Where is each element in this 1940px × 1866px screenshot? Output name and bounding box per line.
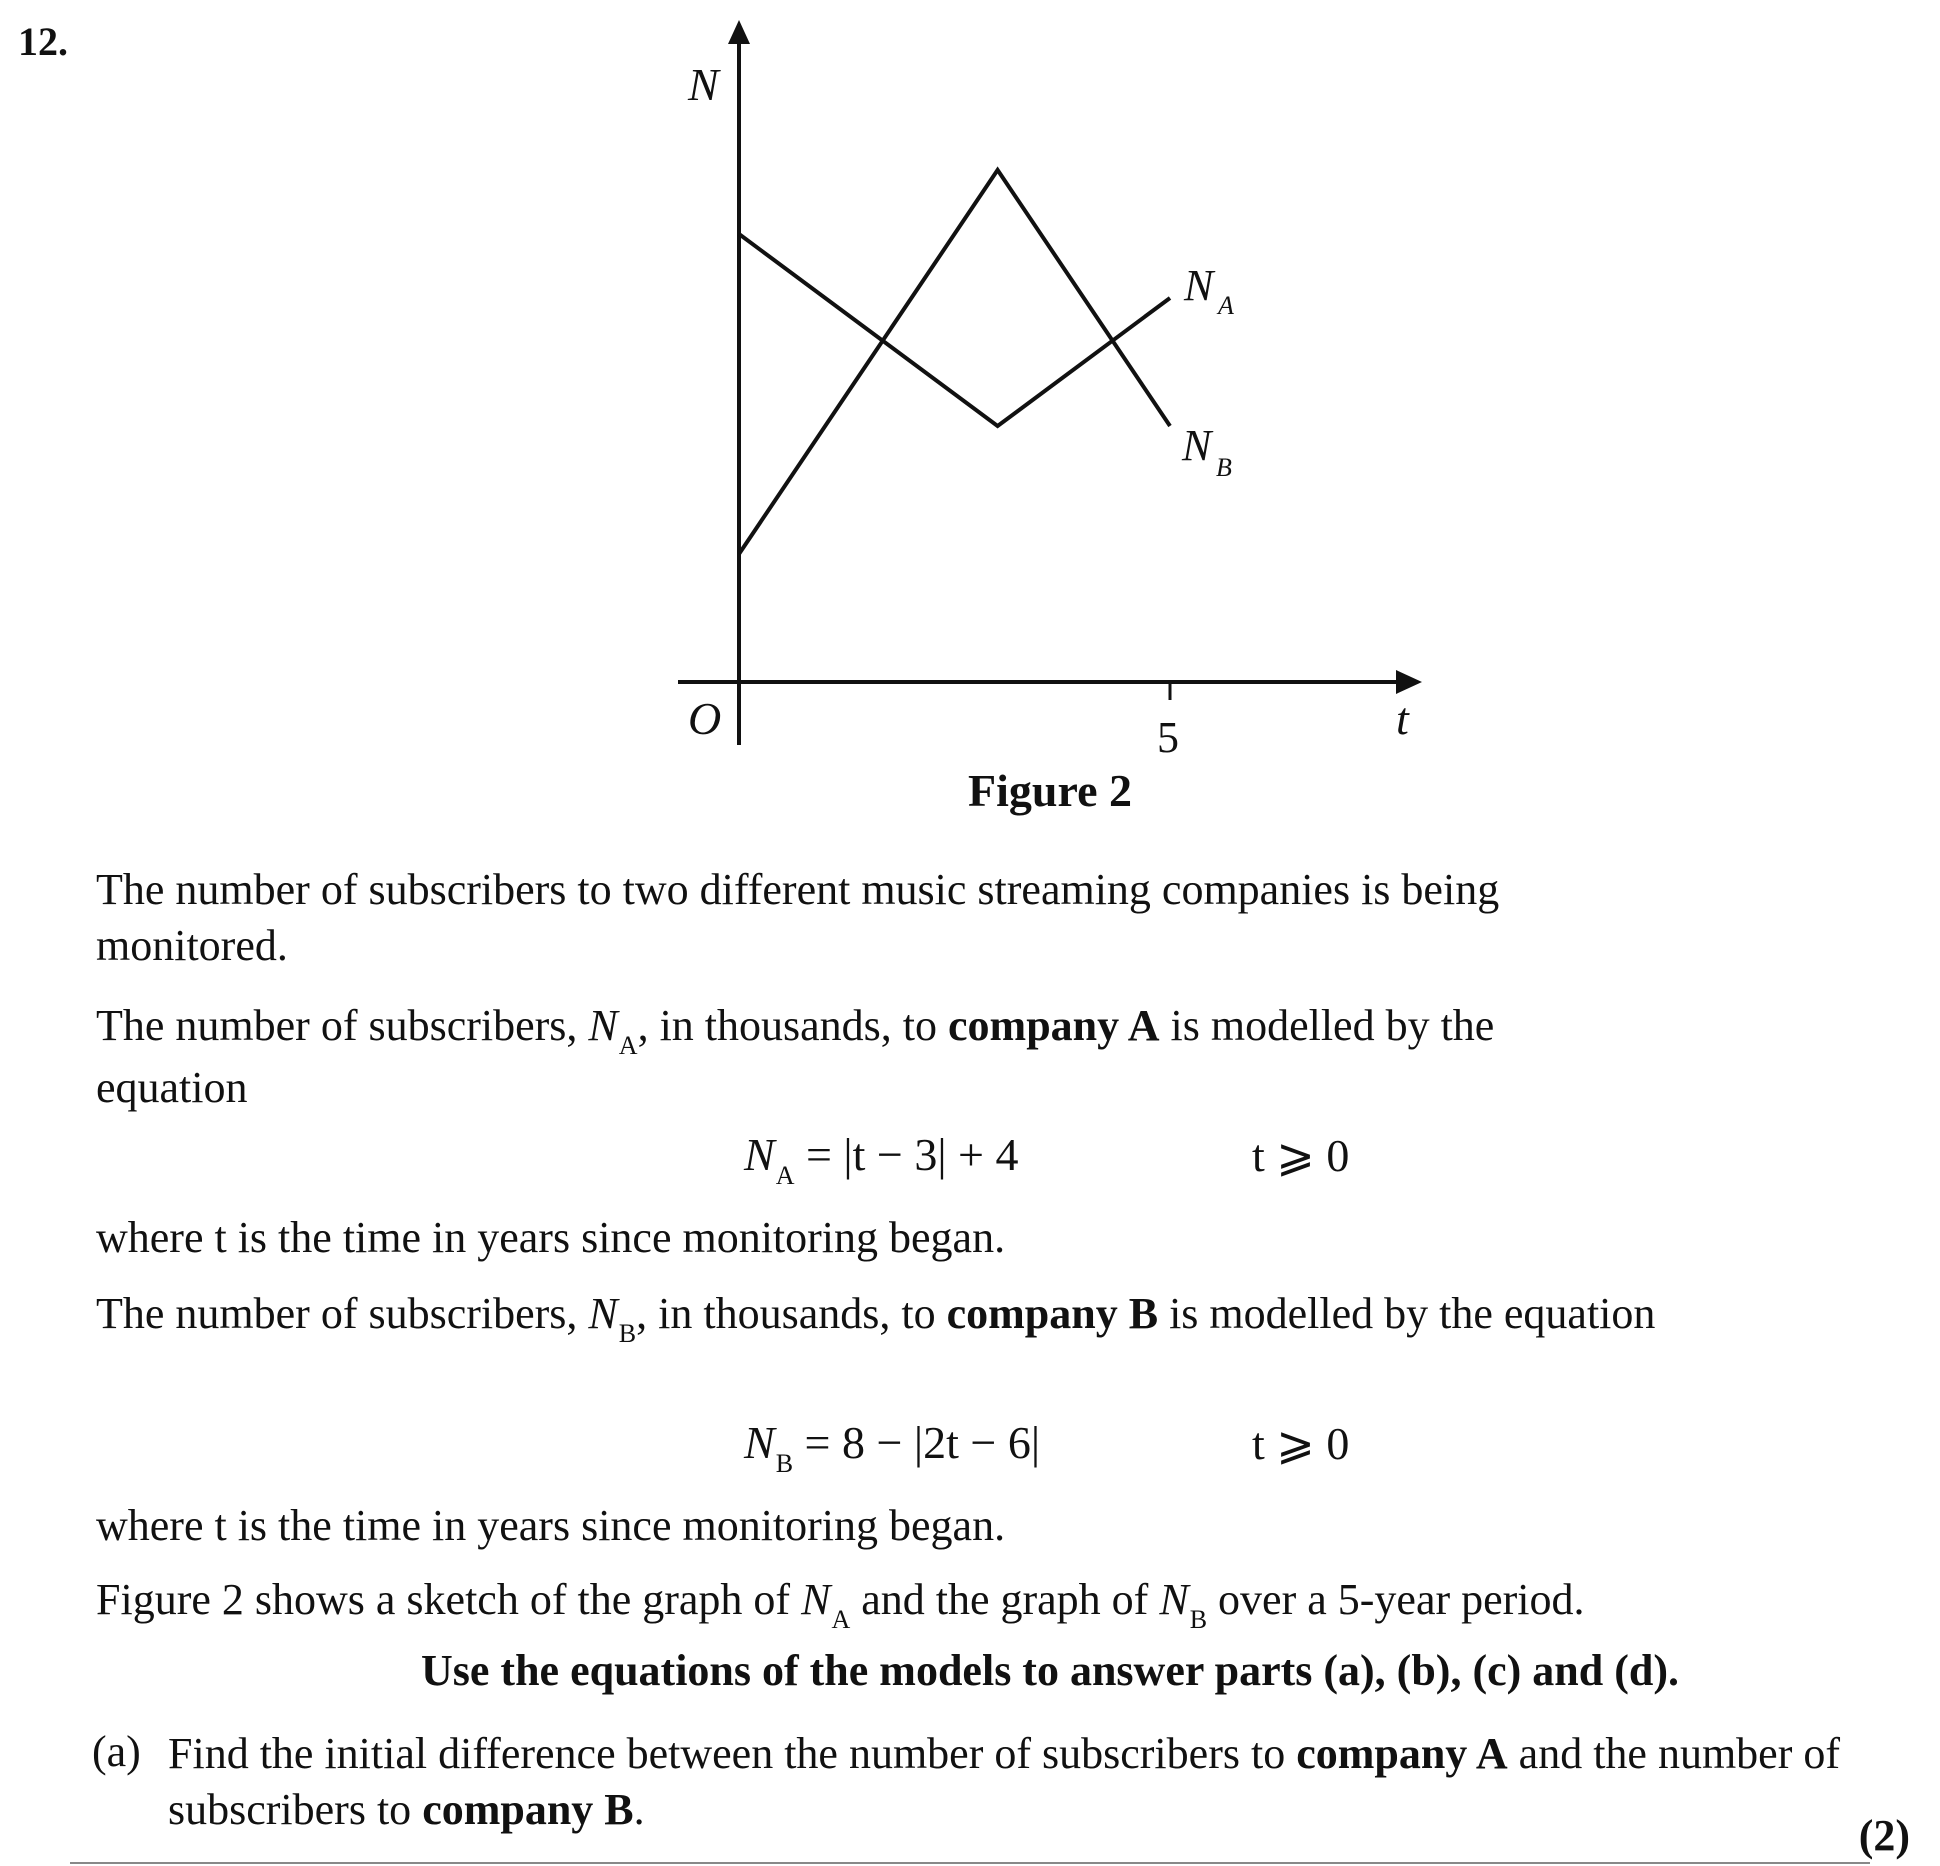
equation-b: $N_B = 8 - |2t - 6|$ [744, 1417, 1041, 1478]
bottom-rule [70, 1862, 1870, 1864]
equation-b-condition: t ⩾ 0 [1252, 1418, 1350, 1469]
line-a-sub: A [1218, 291, 1234, 320]
part-a-label: (a) [92, 1727, 141, 1776]
marks: (2) [1858, 1811, 1910, 1860]
company-b-paragraph: The number of subscribers, $N_B$, in thousands, to company B is modelled by the equation [96, 1289, 1656, 1348]
x-axis-label: t [1396, 693, 1409, 744]
where-clause-2: where t is the time in years since monitoring began. [96, 1501, 1006, 1550]
intro-paragraph: The number of subscribers to two different music streaming companies is being monitored. [96, 865, 1500, 970]
line-b-sub: B [1216, 453, 1232, 482]
question-number: 12. [18, 19, 68, 64]
series-layer [739, 170, 1170, 554]
where-clause-1: where t is the time in years since monitoring began. [96, 1213, 1006, 1262]
figure-caption: Figure 2 [968, 765, 1132, 816]
part-a-text: Find the initial difference between the number of subscribers to company A and the number of subscribers to company B. [168, 1729, 1841, 1834]
y-axis-arrow [728, 20, 750, 44]
x-tick-label: 5 [1157, 713, 1179, 762]
instruction: Use the equations of the models to answer parts (a), (b), (c) and (d). [420, 1646, 1680, 1695]
y-axis-label: N [688, 59, 719, 110]
line-b-label: N [1182, 421, 1212, 470]
equation-a: $N_A = |t - 3| + 4$ [744, 1129, 1019, 1190]
series-line-b [739, 170, 1170, 554]
company-a-paragraph: The number of subscribers, $N_A$, in thousands, to company A is modelled by the equation [96, 1001, 1495, 1112]
equation-a-condition: t ⩾ 0 [1252, 1130, 1350, 1181]
line-a-label: N [1184, 261, 1214, 310]
figure-2-graph [0, 0, 1940, 820]
x-axis-arrow [1396, 670, 1422, 694]
figure-description: Figure 2 shows a sketch of the graph of $N_A$ and the graph of $N_B$ over a 5-year period. [96, 1575, 1585, 1634]
origin-label: O [688, 693, 722, 744]
